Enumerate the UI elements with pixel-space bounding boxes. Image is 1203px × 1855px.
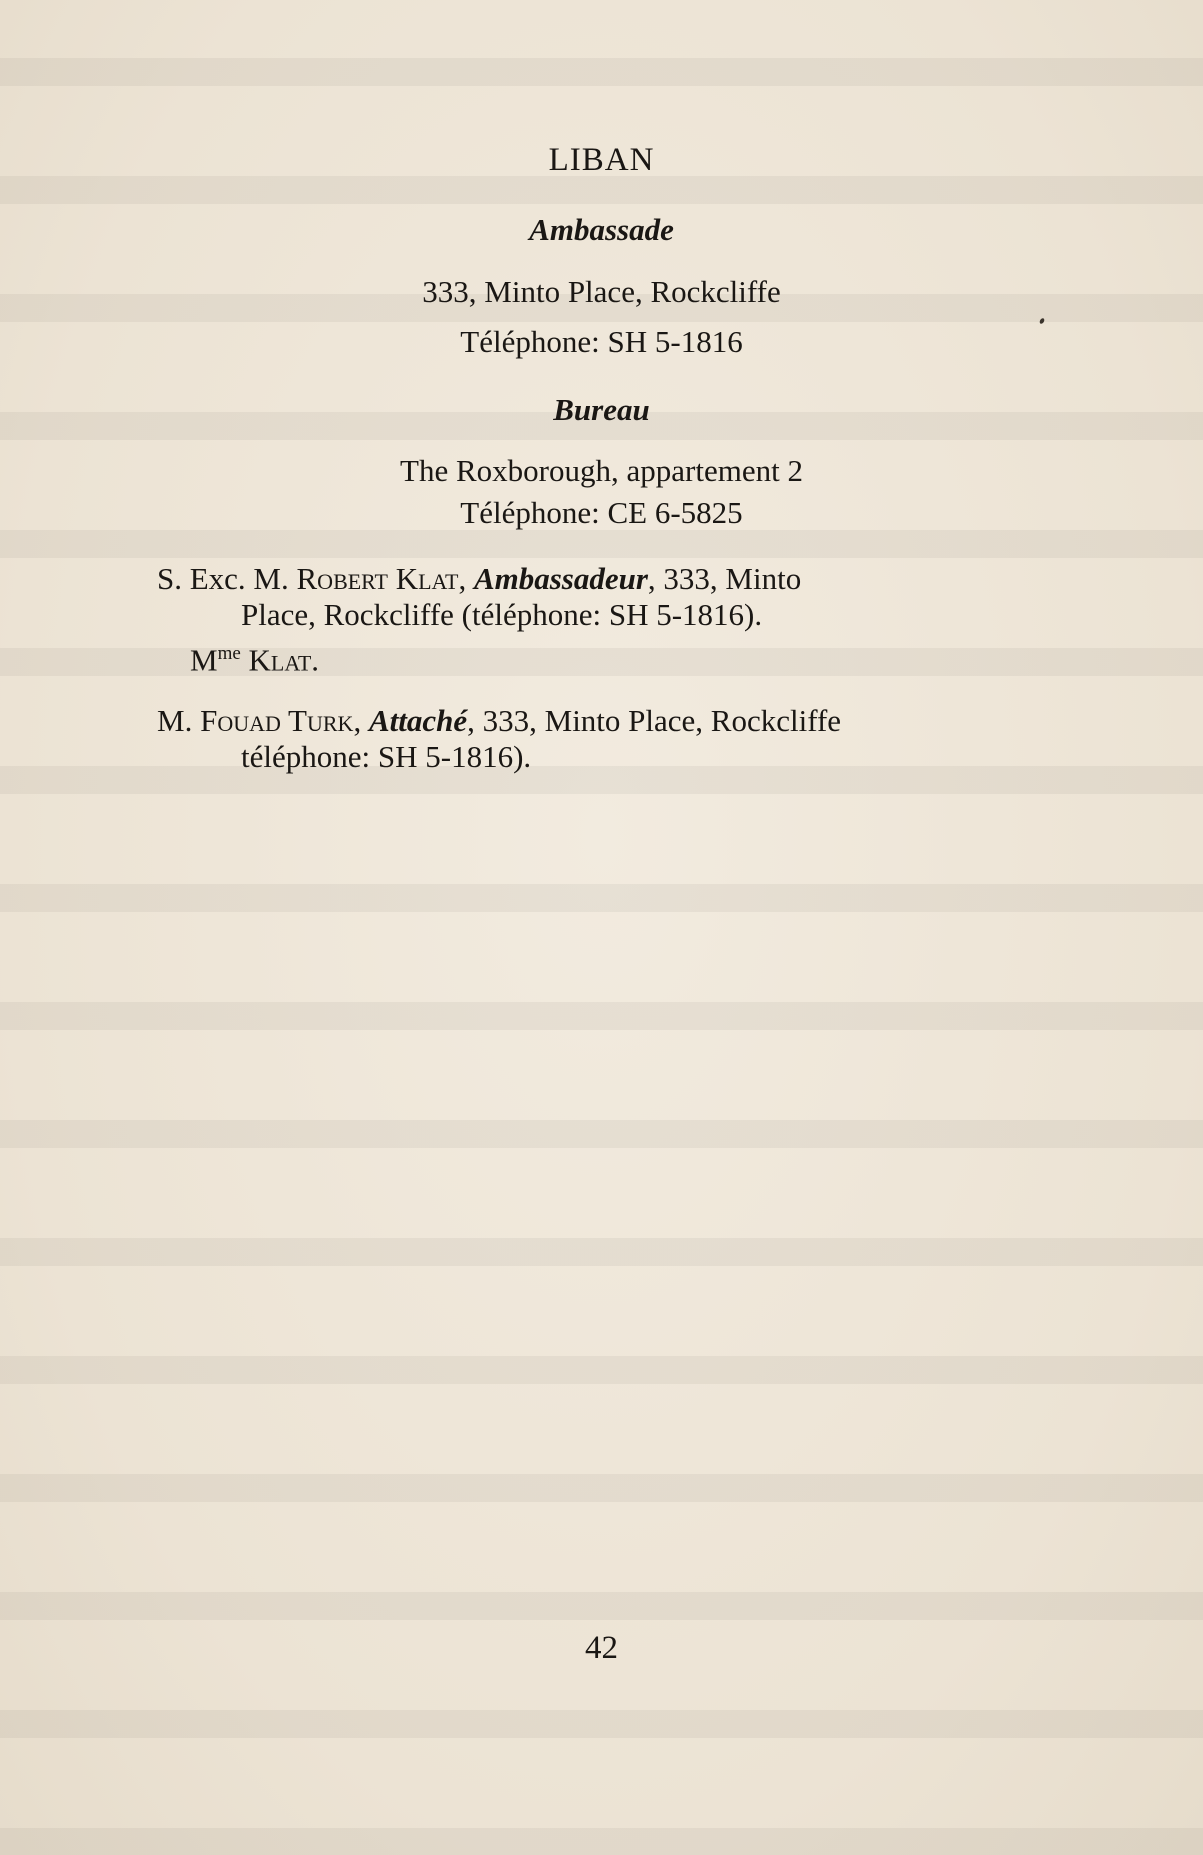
embassy-telephone: Téléphone: SH 5-1816: [460, 324, 743, 359]
office-address: The Roxborough, appartement 2: [400, 453, 803, 488]
entry-name: Fouad Turk: [200, 703, 354, 738]
embassy-address: 333, Minto Place, Rockcliffe: [422, 274, 781, 309]
entry-rest: , 333, Minto Place, Rockcliffe: [467, 703, 842, 738]
entry-name: Robert Klat: [296, 561, 459, 596]
entry-prefix: S. Exc. M.: [157, 561, 297, 596]
entry-sep: ,: [458, 561, 474, 596]
entry-title: Ambassadeur: [473, 561, 648, 596]
entry-rest: , 333, Minto: [647, 561, 802, 596]
country-heading: LIBAN: [548, 142, 655, 178]
embassy-heading: Ambassade: [529, 212, 674, 247]
entry-spouse: [190, 636, 1100, 678]
entry-continuation: Place, Rockcliffe (téléphone: SH 5-1816).: [241, 597, 763, 632]
entry-ambassador: [157, 561, 1067, 633]
office-heading: Bureau: [553, 392, 650, 427]
entry-sep: ,: [353, 703, 369, 738]
entry-name: Klat.: [240, 642, 320, 678]
entry-title: Attaché: [368, 703, 468, 738]
office-telephone: Téléphone: CE 6-5825: [460, 495, 743, 530]
entry-attache: [157, 703, 1067, 775]
entry-superscript: me: [217, 643, 241, 664]
entry-prefix: M: [190, 642, 218, 678]
page-number: 42: [585, 1630, 618, 1666]
entry-continuation: téléphone: SH 5-1816).: [241, 739, 532, 774]
entry-prefix: M.: [157, 703, 201, 738]
